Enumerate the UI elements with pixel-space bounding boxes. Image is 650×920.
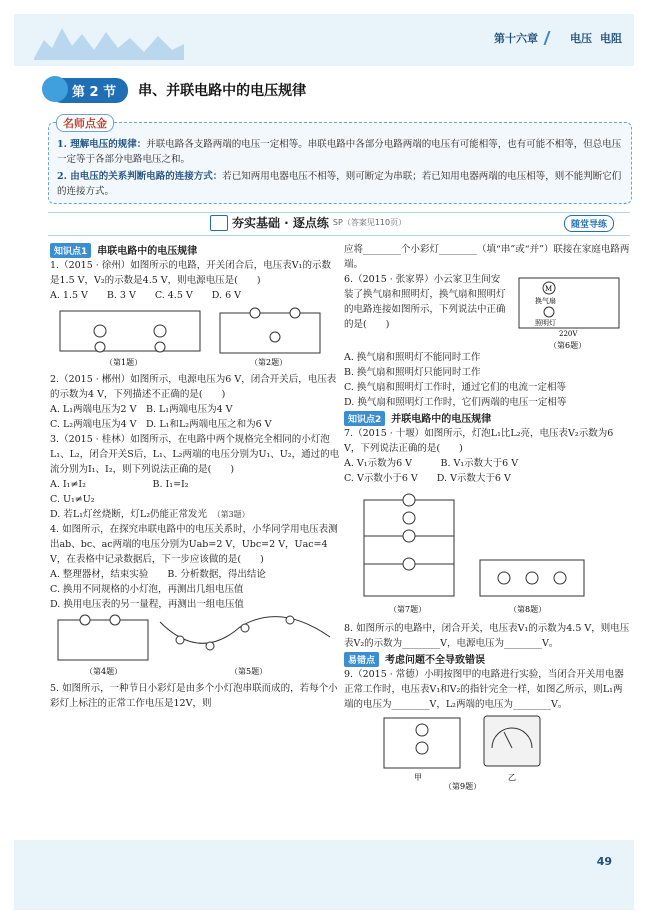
error-heading — [344, 651, 630, 667]
question-3-options-ab — [50, 477, 340, 492]
chapter-number: 第十六章 — [494, 32, 538, 45]
teacher-tips-box — [48, 122, 632, 204]
question-5: 5. 如图所示，一种节日小彩灯是由多个小灯泡串联而成的，若每个小彩灯上标注的正常工作电压是12V，则 — [50, 683, 338, 709]
page — [14, 14, 634, 910]
book-icon — [210, 215, 228, 231]
answer-ref: SP（答案见110页） — [332, 218, 407, 227]
chapter-subject-2: 电阻 — [600, 32, 622, 45]
section-number-badge — [50, 78, 128, 103]
chapter-label — [494, 30, 622, 46]
tip-1 — [57, 137, 623, 167]
figure-7-8 — [344, 486, 630, 616]
left-column — [50, 242, 340, 711]
separator-icon — [543, 31, 564, 45]
practice-tag: 随堂导练 — [564, 215, 614, 232]
question-1: 1.（2015 · 徐州）如图所示的电路，开关闭合后，电压表V₁的示数是1.5 V，V₂的示数是4.5 V，则电源电压是( ) — [50, 260, 331, 286]
practice-title: 夯实基础 · 逐点练 — [232, 216, 329, 230]
question-4: 4. 如图所示，在探究串联电路中的电压关系时，小华同学用电压表测出ab、bc、ac两端的电压分别为Uab=2 V，Ubc=2 V，Uac=4 V，在表格中记录数据后，下一步应该做的是( ) — [50, 524, 338, 565]
question-3: 3.（2015 · 桂林）如图所示，在电路中两个规格完全相同的小灯泡L₁、L₂，闭合开关S后，L₁、L₂两端的电压分别为U₁、U₂，通过的电流分别为I₁、I₂，则下列说法正确的是( ) — [50, 434, 340, 475]
error-label: 易错点 — [344, 652, 379, 667]
leaf-icon — [42, 76, 68, 102]
fig6-lamp-label: 照明灯 — [535, 319, 556, 327]
chapter-subject-1: 电压 — [570, 32, 592, 45]
q6-option-c: C. 换气扇和照明灯工作时，通过它们的电流一定相等 — [344, 382, 566, 393]
tip-2 — [57, 169, 623, 199]
fig6-fan-label: 换气扇 — [535, 297, 556, 305]
question-2: 2.（2015 · 郴州）如图所示，电源电压为6 V，闭合开关后，电压表的示数为4 V，下列描述不正确的是( ) — [50, 374, 337, 400]
q7-options-cd: C. V示数小于6 V D. V示数大于6 V — [344, 473, 511, 484]
question-5-continued: 应将________个小彩灯________（填“串”或“并”）联接在家庭电路两端。 — [344, 244, 630, 270]
tip-2-heading: 2. 由电压的关系判断电路的连接方式： — [57, 171, 223, 182]
question-6-block — [344, 272, 630, 350]
page-title: 串、并联电路中的电压规律 — [138, 83, 307, 99]
q3-option-b: B. I₁=I₂ — [152, 479, 189, 490]
figure-4-caption: （第4题） — [85, 667, 123, 676]
kp1-heading — [50, 242, 340, 258]
figure-6-caption: （第6题） — [549, 341, 587, 350]
q3-option-d: D. 若L₁灯丝烧断，灯L₂仍能正常发光 — [50, 509, 208, 520]
question-7: 7.（2015 · 十堰）如图所示，灯泡L₁比L₂亮，电压表V₂示数为6 V，下列说法正确的是( ) — [344, 428, 614, 454]
section-title-bar — [50, 78, 630, 102]
question-4-option-c: C. 换用不同规格的小灯泡，再测出几组电压值 — [50, 584, 244, 595]
q6-option-b: B. 换气扇和照明灯只能同时工作 — [344, 367, 481, 378]
fig6-motor-label: M — [545, 285, 553, 293]
question-4-options-ab: A. 整理器材，结束实验 B. 分析数据，得出结论 — [50, 569, 266, 580]
figure-7-caption: （第7题） — [389, 605, 427, 614]
right-column — [344, 242, 630, 795]
figure-6 — [509, 272, 627, 350]
page-footer — [14, 840, 634, 910]
question-8: 8. 如图所示的电路中，闭合开关，电压表V₁的示数为4.5 V，则电压表V₂的示数为________V，电源电压为________V。 — [344, 623, 630, 649]
page-header — [14, 14, 634, 66]
q3-option-d-row — [50, 507, 340, 522]
kp2-heading — [344, 410, 630, 426]
figure-3-caption: （第3题） — [216, 510, 250, 519]
question-2-options-ab: A. L₁两端电压为2 V B. L₁两端电压为4 V — [50, 404, 233, 415]
figure-9-caption: （第9题） — [444, 782, 482, 790]
error-title: 考虑问题不全导致错误 — [385, 655, 486, 666]
kp2-label: 知识点2 — [344, 411, 385, 426]
figure-9 — [344, 712, 630, 790]
figure-4-5 — [50, 612, 340, 676]
q7-options-ab: A. V₁示数为6 V B. V₁示数大于6 V — [344, 458, 519, 469]
question-4-option-d: D. 换用电压表的另一量程，再测出一组电压值 — [50, 599, 244, 610]
section-number: 第 2 节 — [72, 84, 117, 100]
kp1-title: 串联电路中的电压规律 — [97, 246, 198, 257]
tip-1-heading: 1. 理解电压的规律： — [57, 139, 147, 150]
fig6-voltage-label: 220V — [559, 330, 578, 338]
kp2-title: 并联电路中的电压规律 — [391, 414, 492, 425]
q6-option-d: D. 换气扇和照明灯工作时，它们两端的电压一定相等 — [344, 397, 567, 408]
skyline-icon — [34, 20, 184, 60]
figure-5-caption: （第5题） — [230, 667, 268, 676]
tip-1-text: 并联电路各支路两端的电压一定相等。串联电路中各部分电路两端的电压有可能相等，也有可能不相等，但总电压一定等于各部分电路电压之和。 — [57, 139, 622, 165]
q3-option-c: C. U₁≠U₂ — [50, 494, 95, 505]
figure-8-caption: （第8题） — [509, 605, 547, 614]
fig9-label-b: 乙 — [508, 773, 516, 782]
tip-2-text: 若已知两用电器电压不相等，则可断定为串联；若已知用电器两端的电压相等，则不能判断它们的连接方式。 — [57, 171, 622, 197]
page-number: 49 — [596, 855, 612, 868]
figure-2-caption: （第2题） — [250, 358, 288, 367]
kp1-label: 知识点1 — [50, 243, 91, 258]
q3-option-a: A. I₁≠I₂ — [50, 479, 86, 490]
fig9-label-a: 甲 — [414, 773, 422, 782]
question-2-options-cd: C. L₂两端电压为4 V D. L₁和L₂两端电压之和为6 V — [50, 419, 272, 430]
question-1-options: A. 1.5 V B. 3 V C. 4.5 V D. 6 V — [50, 290, 242, 301]
figure-1-2 — [50, 303, 340, 367]
question-6: 6.（2015 · 张家界）小云家卫生间安装了换气扇和照明灯，换气扇和照明灯的电路连接如图所示，下列说法中正确的是( ) — [344, 274, 506, 330]
practice-section-title — [210, 214, 406, 231]
figure-1-caption: （第1题） — [105, 358, 143, 367]
question-9: 9.（2015 · 常德）小明按图甲的电路进行实验，当闭合开关用电器正常工作时，电压表V₁和V₂的指针完全一样，如图乙所示，则L₁两端的电压为________V，L₂两端的电压为________V。 — [344, 669, 624, 710]
q6-option-a: A. 换气扇和照明灯不能同时工作 — [344, 352, 481, 363]
teacher-tips-label: 名师点金 — [56, 114, 114, 132]
